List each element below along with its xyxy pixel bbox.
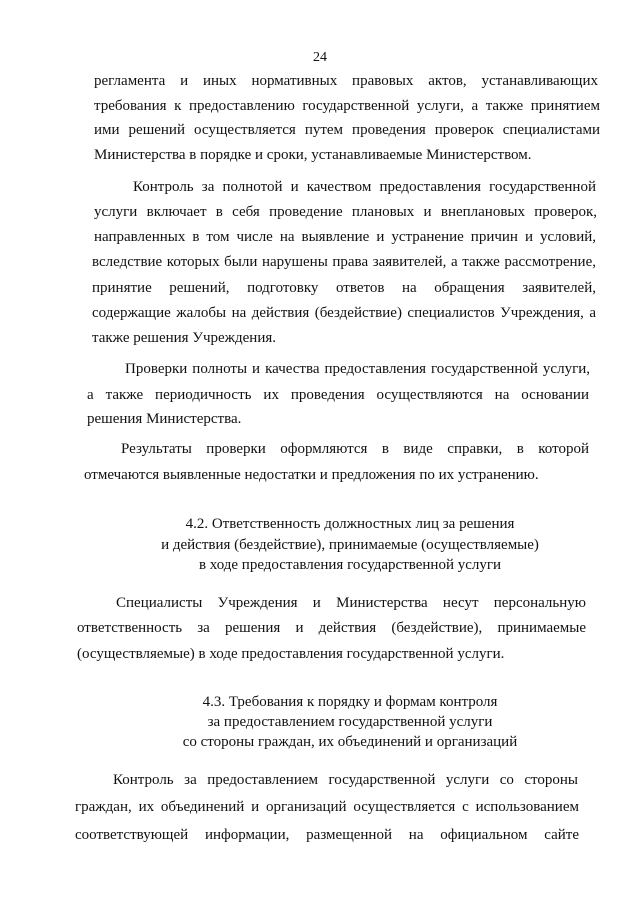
text-line: Специалисты Учреждения и Министерства несут персональную	[116, 595, 586, 611]
text-line: (осуществляемые) в ходе предоставления государственной услуги.	[77, 646, 505, 662]
text-line: Контроль за предоставлением государственной услуги со стороны	[113, 772, 578, 788]
text-line: решения Министерства.	[87, 411, 242, 427]
text-line: Министерства в порядке и сроки, устанавливаемые Министерством.	[94, 147, 532, 163]
text-line: вследствие которых были нарушены права заявителей, а также рассмотрение,	[92, 254, 596, 270]
text-line: содержащие жалобы на действия (бездействие) специалистов Учреждения, а	[92, 305, 596, 321]
section-heading-line: со стороны граждан, их объединений и организаций	[182, 734, 518, 750]
section-heading-line: за предоставлением государственной услуги	[207, 714, 493, 730]
text-line: также решения Учреждения.	[92, 330, 277, 346]
text-line: граждан, их объединений и организаций осуществляется с использованием	[75, 799, 579, 815]
section-heading-line: и действия (бездействие), принимаемые (осуществляемые)	[161, 537, 539, 553]
text-line: Проверки полноты и качества предоставления государственной услуги,	[125, 361, 590, 377]
text-line: а также периодичность их проведения осуществляются на основании	[87, 387, 589, 403]
text-line: направленных в том числе на выявление и устранение причин и условий,	[94, 229, 596, 245]
text-line: Результаты проверки оформляются в виде справки, в которой	[121, 441, 589, 457]
text-line: отмечаются выявленные недостатки и предложения по их устранению.	[84, 467, 539, 483]
text-line: Контроль за полнотой и качеством предоставления государственной	[133, 179, 596, 195]
section-heading-line: в ходе предоставления государственной услуги	[198, 557, 502, 573]
text-line: принятие решений, подготовку ответов на обращения заявителей,	[92, 280, 596, 296]
section-heading-line: 4.2. Ответственность должностных лиц за решения	[185, 516, 515, 532]
text-line: требования к предоставлению государственной услуги, а также принятием	[94, 98, 600, 114]
text-line: регламента и иных нормативных правовых актов, устанавливающих	[94, 73, 598, 89]
text-line: соответствующей информации, размещенной на официальном сайте	[75, 827, 579, 843]
text-line: услуги включает в себя проведение плановых и внеплановых проверок,	[94, 204, 597, 220]
section-heading-line: 4.3. Требования к порядку и формам контроля	[202, 694, 498, 710]
page-number: 24	[313, 50, 327, 65]
text-line: ими решений осуществляется путем проведения проверок специалистами	[94, 122, 600, 138]
text-line: ответственность за решения и действия (бездействие), принимаемые	[77, 620, 586, 636]
